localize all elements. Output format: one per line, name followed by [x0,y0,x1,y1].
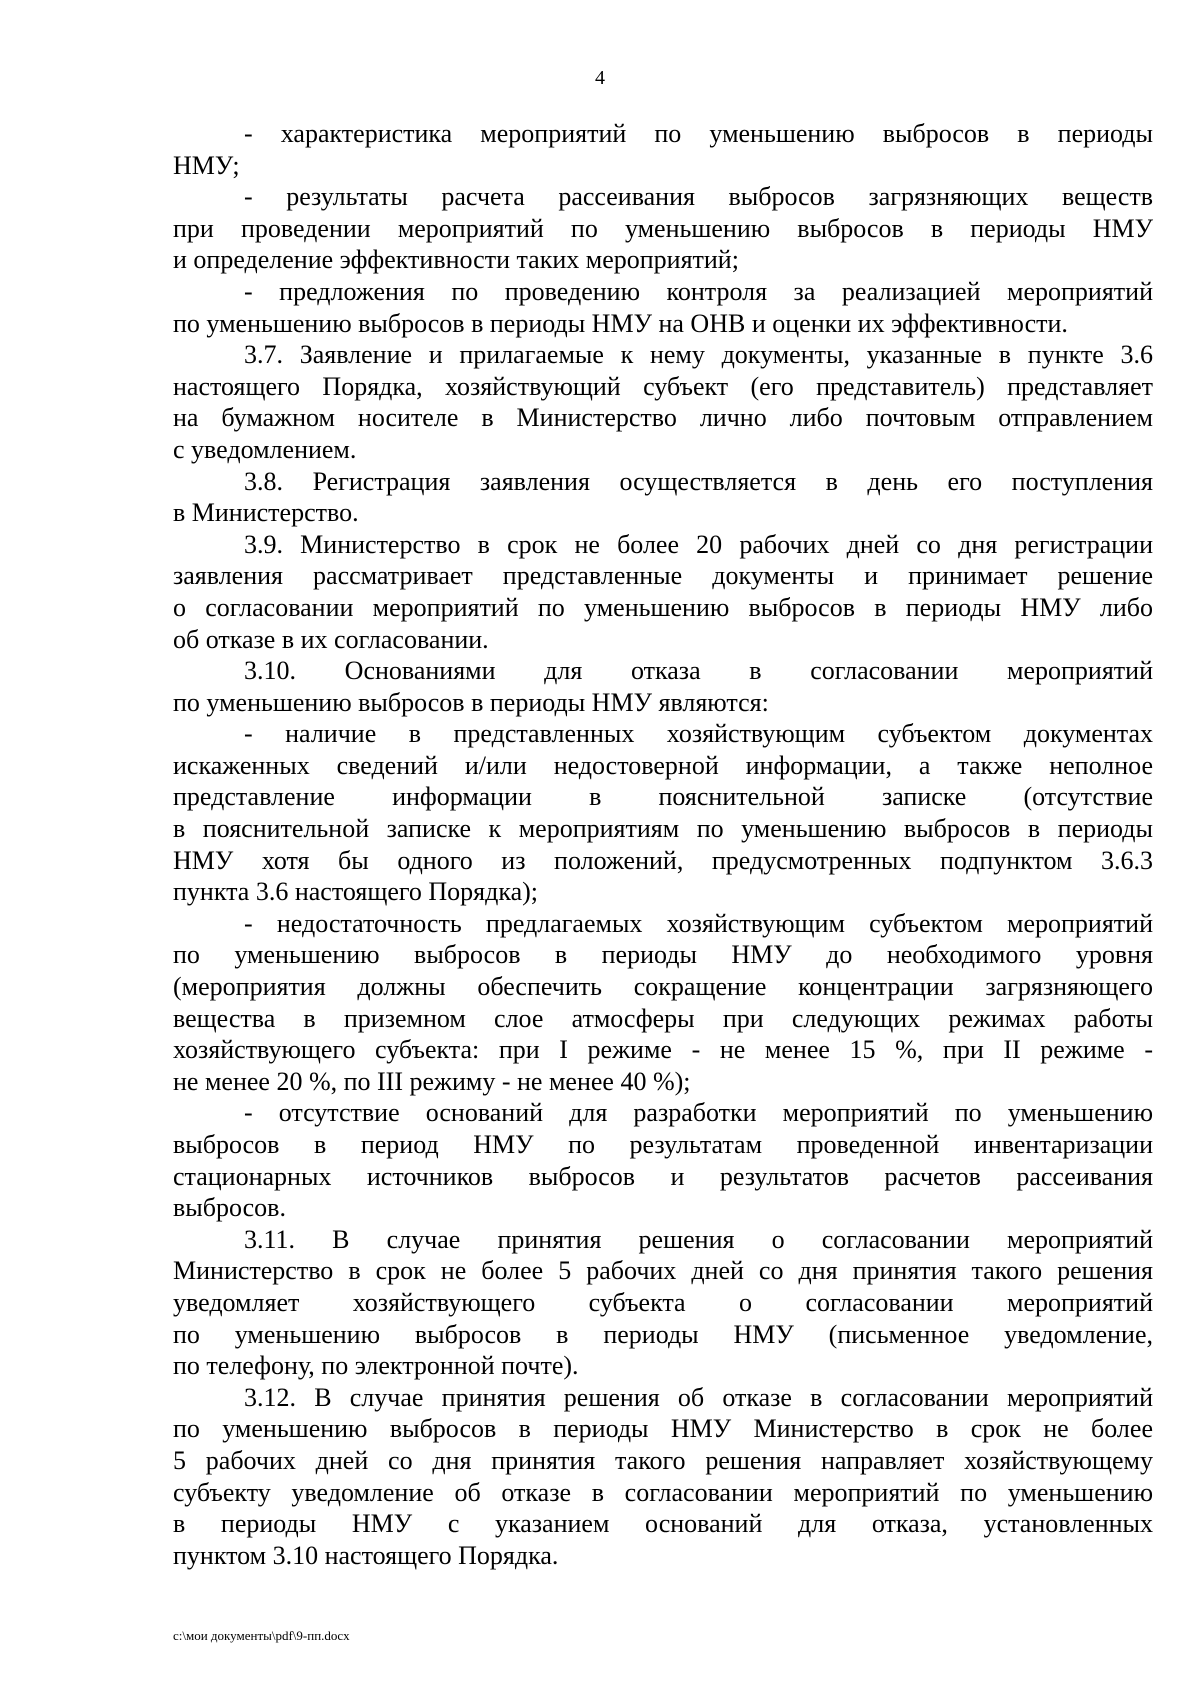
text-line: не менее 20 %, по III режиму - не менее 40 %); [173,1066,691,1096]
text-line: стационарных источников выбросов и результатов расчетов рассеивания [173,1161,1153,1191]
text-line: по уменьшению выбросов в периоды НМУ на ОНВ и оценки их эффективности. [173,308,1068,338]
text-line: выбросов. [173,1193,286,1223]
text-line: при проведении мероприятий по уменьшению выбросов в периоды НМУ [173,213,1153,243]
text-line: НМУ; [173,150,240,180]
text-line: 3.7. Заявление и прилагаемые к нему документы, указанные в пункте 3.6 [244,340,1153,370]
text-line: 3.11. В случае принятия решения о согласовании мероприятий [244,1224,1153,1254]
text-line: в периоды НМУ с указанием оснований для отказа, установленных [173,1509,1153,1539]
text-line: по уменьшению выбросов в периоды НМУ Министерство в срок не более [173,1414,1153,1444]
text-line: пунктом 3.10 настоящего Порядка. [173,1540,559,1570]
text-line: субъекту уведомление об отказе в согласовании мероприятий по уменьшению [173,1477,1153,1507]
text-line: хозяйствующего субъекта: при I режиме - не менее 15 %, при II режиме - [173,1035,1153,1065]
text-line: и определение эффективности таких мероприятий; [173,245,739,275]
text-line: по уменьшению выбросов в периоды НМУ до необходимого уровня [173,940,1153,970]
page-number: 4 [595,67,605,89]
text-line: по уменьшению выбросов в периоды НМУ (письменное уведомление, [173,1319,1153,1349]
text-line: о согласовании мероприятий по уменьшению выбросов в периоды НМУ либо [173,592,1153,622]
text-line: 3.9. Министерство в срок не более 20 рабочих дней со дня регистрации [244,529,1153,559]
text-line: по телефону, по электронной почте). [173,1351,579,1381]
text-line: - недостаточность предлагаемых хозяйствующим субъектом мероприятий [244,908,1153,938]
text-line: 5 рабочих дней со дня принятия такого решения направляет хозяйствующему [173,1445,1153,1475]
text-line: в Министерство. [173,498,359,528]
text-line: - отсутствие оснований для разработки мероприятий по уменьшению [244,1098,1153,1128]
text-line: настоящего Порядка, хозяйствующий субъект (его представитель) представляет [173,371,1153,401]
text-line: - наличие в представленных хозяйствующим субъектом документах [244,719,1153,749]
text-line: - результаты расчета рассеивания выбросов загрязняющих веществ [244,182,1153,212]
text-line: пункта 3.6 настоящего Порядка); [173,877,539,907]
text-line: (мероприятия должны обеспечить сокращение концентрации загрязняющего [173,972,1153,1002]
text-line: 3.12. В случае принятия решения об отказе в согласовании мероприятий [244,1382,1153,1412]
footer-file-path: c:\мои документы\pdf\9-пп.docx [173,1628,350,1643]
document-body [173,118,1153,1571]
text-line: НМУ хотя бы одного из положений, предусмотренных подпунктом 3.6.3 [173,845,1153,875]
text-line: уведомляет хозяйствующего субъекта о согласовании мероприятий [173,1287,1153,1317]
text-line: выбросов в период НМУ по результатам проведенной инвентаризации [173,1130,1153,1159]
text-line: заявления рассматривает представленные документы и принимает решение [173,561,1153,591]
text-line: 3.10. Основаниями для отказа в согласовании мероприятий [244,656,1153,686]
text-line: искаженных сведений и/или недостоверной информации, а также неполное [173,750,1153,780]
text-line: представление информации в пояснительной записке (отсутствие [173,782,1153,812]
text-line: об отказе в их согласовании. [173,624,489,654]
text-line: в пояснительной записке к мероприятиям по уменьшению выбросов в периоды [173,814,1153,844]
text-line: - предложения по проведению контроля за реализацией мероприятий [244,276,1153,306]
text-line: с уведомлением. [173,434,357,464]
text-line: Министерство в срок не более 5 рабочих дней со дня принятия такого решения [173,1256,1153,1286]
text-line: по уменьшению выбросов в периоды НМУ являются: [173,687,769,717]
text-line: 3.8. Регистрация заявления осуществляется в день его поступления [244,466,1153,496]
text-line: - характеристика мероприятий по уменьшению выбросов в периоды [244,119,1153,148]
text-line: на бумажном носителе в Министерство лично либо почтовым отправлением [173,403,1153,433]
text-line: вещества в приземном слое атмосферы при следующих режимах работы [173,1003,1153,1033]
